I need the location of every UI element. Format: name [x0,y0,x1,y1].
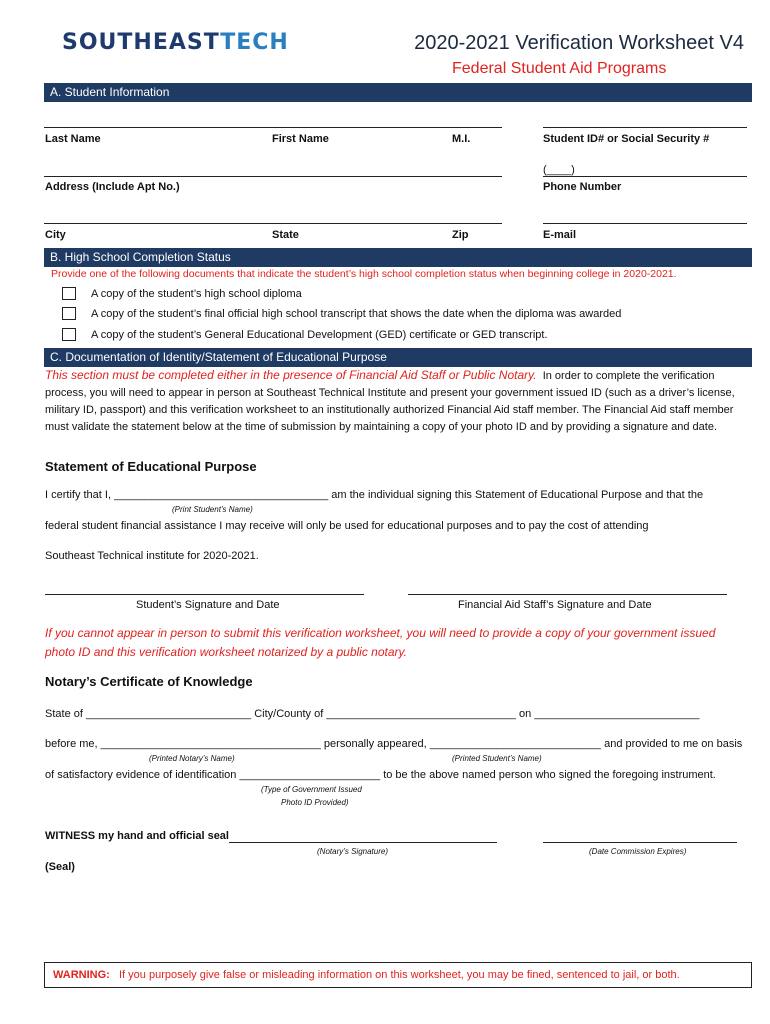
warning-box [44,962,752,988]
school-logo [62,30,289,55]
certify-start: I certify that I, [45,489,112,501]
page-title: 2020-2021 Verification Worksheet V4 [414,32,744,54]
option-ged: A copy of the student’s General Educational Development (GED) certificate or GED transcript. [91,329,548,341]
certify-end: am the individual signing this Statement of Educational Purpose and that the [331,489,704,501]
statement-heading: Statement of Educational Purpose [45,459,257,474]
page-subtitle: Federal Student Aid Programs [452,60,667,77]
commission-caption: (Date Commission Expires) [589,847,687,856]
ged-checkbox[interactable] [62,328,76,341]
transcript-checkbox[interactable] [62,307,76,320]
in-person-notice: If you cannot appear in person to submit this verification worksheet, you will need to provide a copy of your government issued photo ID and this verification worksheet notarized by a public notary. [45,626,716,659]
notary-evidence-line[interactable]: of satisfactory evidence of identification _______________________ to be the above named person who signed the foregoing instrument. [45,769,716,781]
section-b-instruction: Provide one of the following documents that indicate the student’s high school completion status when beginning college in 2020-2021. [51,268,677,280]
student-id-label: Student ID# or Social Security # [543,133,710,145]
zip-label: Zip [452,229,469,241]
diploma-checkbox[interactable] [62,287,76,300]
student-id-field[interactable] [543,127,747,128]
commission-date-field[interactable] [543,842,737,843]
logo-text-southeast: SOUTHEAST [62,30,221,55]
seal-label: (Seal) [45,861,75,873]
certify-line [45,489,703,501]
student-signature-label: Student’s Signature and Date [136,599,280,611]
intro-required-notice: This section must be completed either in the presence of Financial Aid Staff or Public Notary. [45,368,537,382]
certify-name-blank[interactable]: ___________________________________ [114,489,329,501]
warning-text: If you purposely give false or misleading information on this worksheet, you may be fined, sentenced to jail, or both. [119,969,680,981]
section-c-heading: C. Documentation of Identity/Statement of Educational Purpose [44,348,752,367]
print-student-name-caption: (Print Student’s Name) [172,505,253,514]
notary-before-line[interactable]: before me, ____________________________________ personally appeared, ____________________________ and provided to me on basis [45,738,743,750]
option-diploma: A copy of the student’s high school diploma [91,288,302,300]
phone-area-code: (____) [543,164,575,176]
printed-student-caption: (Printed Student’s Name) [452,754,542,763]
witness-label: WITNESS my hand and official seal [45,830,229,842]
name-field[interactable] [44,127,502,128]
intro-instructions: In order to complete the verification process, you will need to appear in person at Southeast Technical Institute and present your government issued ID (such as a driver’s license, military ID, passport) and this verification worksheet to an institutionally authorized Financial Aid staff member. The Financial Aid staff member must validate the statement below at the time of submission by maintaining a copy of your photo ID and by providing a signature and date. [45,370,735,433]
notary-signature-caption: (Notary’s Signature) [317,847,388,856]
logo-text-tech: TECH [220,30,289,55]
type-id-caption-2: Photo ID Provided) [281,798,349,807]
mi-label: M.I. [452,133,471,145]
notary-heading: Notary’s Certificate of Knowledge [45,674,253,689]
last-name-label: Last Name [45,133,101,145]
option-transcript: A copy of the student’s final official high school transcript that shows the date when the diploma was awarded [91,308,622,320]
state-label: State [272,229,299,241]
section-b-heading: B. High School Completion Status [44,248,752,267]
certify-line-3: Southeast Technical institute for 2020-2021. [45,550,259,562]
address-label: Address (Include Apt No.) [45,181,180,193]
student-signature-field[interactable] [45,594,364,595]
phone-label: Phone Number [543,181,622,193]
first-name-label: First Name [272,133,329,145]
phone-field[interactable] [543,176,747,177]
warning-label: WARNING: [53,969,110,981]
email-label: E-mail [543,229,577,241]
address-field[interactable] [44,176,502,177]
notary-signature-field[interactable] [229,842,497,843]
email-field[interactable] [543,223,747,224]
certify-line-2: federal student financial assistance I may receive will only be used for educational purposes and to pay the cost of attending [45,520,649,532]
city-label: City [45,229,66,241]
staff-signature-label: Financial Aid Staff’s Signature and Date [458,599,652,611]
section-a-heading: A. Student Information [44,83,752,102]
type-id-caption-1: (Type of Government Issued [261,785,362,794]
printed-notary-caption: (Printed Notary’s Name) [149,754,235,763]
notary-state-line[interactable]: State of ___________________________ City/County of _______________________________ on ___________________________ [45,708,700,720]
section-c-intro [45,367,750,436]
city-state-zip-field[interactable] [44,223,502,224]
staff-signature-field[interactable] [408,594,727,595]
